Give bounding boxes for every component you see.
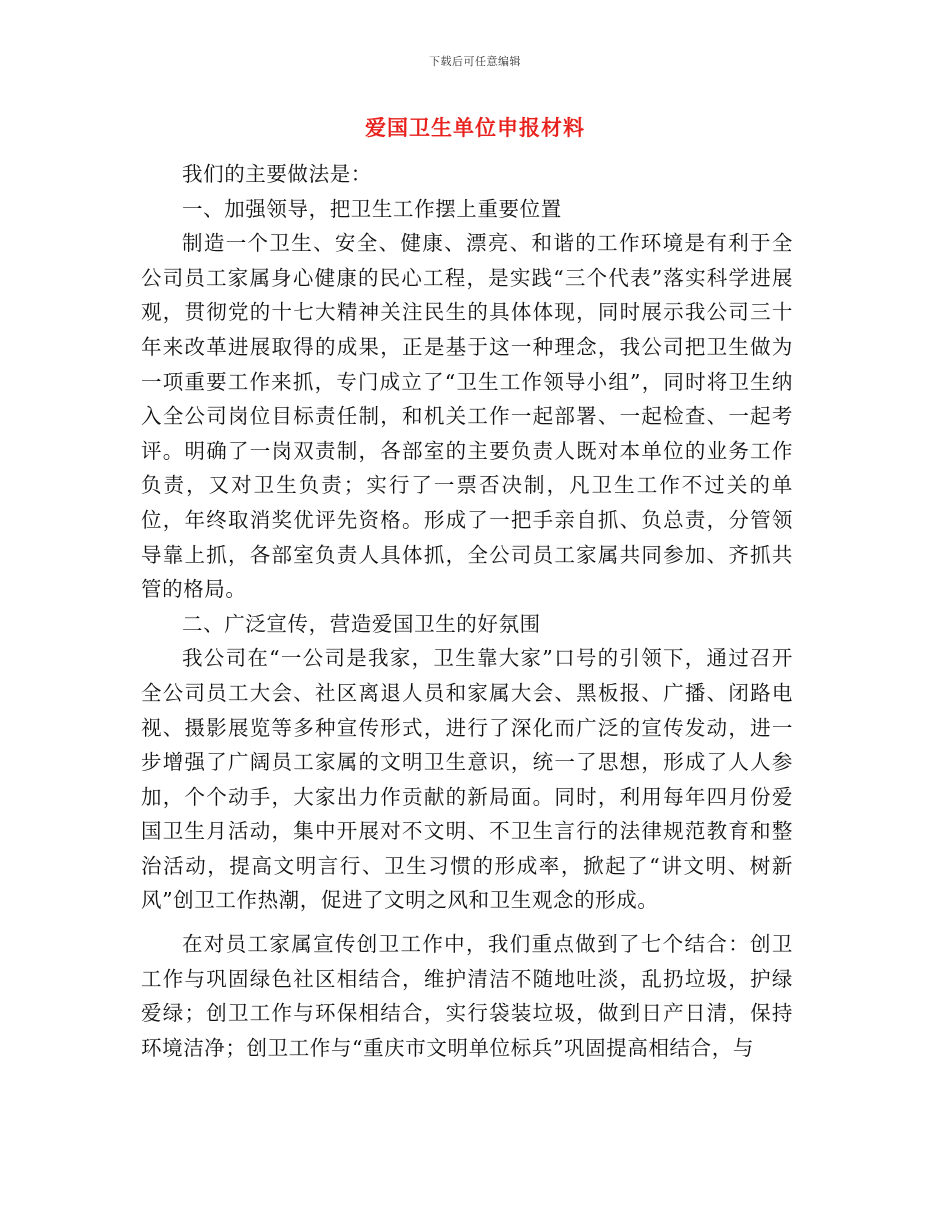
paragraph-section-1: 制造一个卫生、安全、健康、漂亮、和谐的工作环境是有利于全公司员工家属身心健康的民心工程，是实践“三个代表”落实科学进展观，贯彻党的十七大精神关注民生的具体体现，同时展示我公司三十年来改革进展取得的成果，正是基于这一种理念，我公司把卫生做为一项重要工作来抓，专门成立了“卫生工作领导小组”，同时将卫生纳入全公司岗位目标责任制，和机关工作一起部署、一起检查、一起考评。明确了一岗双责制，各部室的主要负责人既对本单位的业务工作负责，又对卫生负责；实行了一票否决制，凡卫生工作不过关的单位，年终取消奖优评先资格。形成了一把手亲自抓、负总责，分管领导靠上抓，各部室负责人具体抓，全公司员工家属共同参加、齐抓共管的格局。	[141, 231, 793, 602]
paragraph-section-2-continued: 在对员工家属宣传创卫工作中，我们重点做到了七个结合：创卫工作与巩固绿色社区相结合，维护清洁不随地吐淡，乱扔垃圾，护绿爱绿；创卫工作与环保相结合，实行袋装垃圾，做到日产日清，保持环境洁净；创卫工作与“重庆市文明单位标兵”巩固提高相结合，与	[141, 932, 793, 1060]
page-header: 下载后可任意编辑	[429, 55, 521, 68]
section-heading-1: 一、加强领导，把卫生工作摆上重要位置	[182, 196, 562, 221]
document-title: 爱国卫生单位申报材料	[365, 116, 585, 140]
section-heading-2: 二、广泛宣传，营造爱国卫生的好氛围	[182, 611, 541, 636]
paragraph-intro: 我们的主要做法是：	[182, 162, 372, 186]
document-body	[141, 157, 793, 1065]
paragraph-section-2: 我公司在“一公司是我家，卫生靠大家”口号的引领下，通过召开全公司员工大会、社区离退人员和家属大会、黑板报、广播、闭路电视、摄影展览等多种宣传形式，进行了深化而广泛的宣传发动，进一步增强了广阔员工家属的文明卫生意识，统一了思想，形成了人人参加，个个动手，大家出力作贡献的新局面。同时，利用每年四月份爱国卫生月活动，集中开展对不文明、不卫生言行的法律规范教育和整治活动，提高文明言行、卫生习惯的形成率，掀起了“讲文明、树新风”创卫工作热潮，促进了文明之风和卫生观念的形成。	[141, 646, 793, 913]
